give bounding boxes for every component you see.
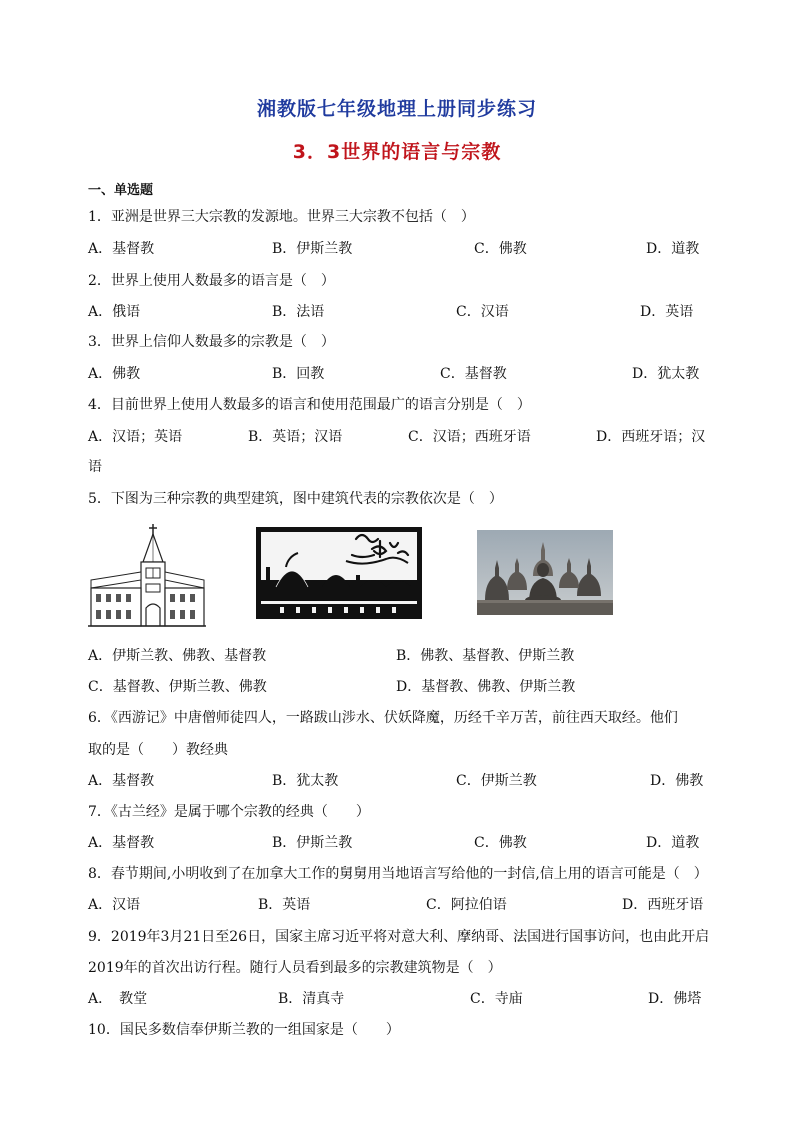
q3-option-c: C．基督教 — [440, 366, 507, 382]
q9-option-a: A． 教堂 — [88, 991, 148, 1007]
q8-option-a: A．汉语 — [88, 897, 141, 913]
q5-option-c: C．基督教、伊斯兰教、佛教 — [88, 679, 267, 695]
q6-option-c: C．伊斯兰教 — [456, 773, 537, 789]
page-title: 湘教版七年级地理上册同步练习 — [256, 98, 537, 120]
q7-option-d: D．道教 — [646, 835, 700, 851]
q9-option-d: D．佛塔 — [648, 991, 702, 1007]
q6-option-d: D．佛教 — [650, 773, 704, 789]
q5-option-d: D．基督教、佛教、伊斯兰教 — [396, 679, 576, 695]
page-subtitle: 3．3世界的语言与宗教 — [292, 141, 502, 163]
question-4: 4．目前世界上使用人数最多的语言和使用范围最广的语言分别是（ ） — [88, 397, 531, 413]
q4-option-d: D．西班牙语；汉 — [596, 429, 706, 445]
q9-option-b: B．清真寺 — [278, 991, 345, 1007]
question-9-line2: 2019年的首次出访行程。随行人员看到最多的宗教建筑物是（ ） — [88, 960, 502, 976]
q9-option-c: C．寺庙 — [470, 991, 523, 1007]
q8-option-c: C．阿拉伯语 — [426, 897, 507, 913]
question-9: 9．2019年3月21日至26日，国家主席习近平将对意大利、摩纳哥、法国进行国事访问，也由此开启 — [88, 929, 710, 945]
q3-option-d: D．犹太教 — [632, 366, 700, 382]
q2-option-a: A．俄语 — [88, 304, 141, 320]
question-7: 7．《古兰经》是属于哪个宗教的经典（ ） — [88, 804, 370, 820]
q2-option-b: B．法语 — [272, 304, 325, 320]
q3-option-b: B．回教 — [272, 366, 325, 382]
q2-option-d: D．英语 — [640, 304, 694, 320]
q1-option-b: B．伊斯兰教 — [272, 241, 353, 257]
stupa-image — [477, 530, 613, 615]
section-heading: 一、单选题 — [88, 183, 154, 198]
q1-option-a: A．基督教 — [88, 241, 155, 257]
church-image — [88, 522, 206, 628]
q2-option-c: C．汉语 — [456, 304, 509, 320]
question-2: 2．世界上使用人数最多的语言是（ ） — [88, 273, 335, 289]
question-3: 3．世界上信仰人数最多的宗教是（ ） — [88, 334, 335, 350]
q4-option-b: B．英语；汉语 — [248, 429, 343, 445]
q3-option-a: A．佛教 — [88, 366, 141, 382]
question-10: 10．国民多数信奉伊斯兰教的一组国家是（ ） — [88, 1022, 400, 1038]
q1-option-d: D．道教 — [646, 241, 700, 257]
q6-option-a: A．基督教 — [88, 773, 155, 789]
q5-option-b: B．佛教、基督教、伊斯兰教 — [396, 648, 575, 664]
q4-option-c: C．汉语；西班牙语 — [408, 429, 531, 445]
question-1: 1．亚洲是世界三大宗教的发源地。世界三大宗教不包括（ ） — [88, 209, 475, 225]
question-8: 8．春节期间,小明收到了在加拿大工作的舅舅用当地语言写给他的一封信,信上用的语言可能是（ ） — [88, 866, 708, 882]
q5-option-a: A．伊斯兰教、佛教、基督教 — [88, 648, 267, 664]
q6-option-b: B．犹太教 — [272, 773, 339, 789]
q7-option-a: A．基督教 — [88, 835, 155, 851]
question-5: 5．下图为三种宗教的典型建筑，图中建筑代表的宗教依次是（ ） — [88, 491, 503, 507]
mosque-image — [256, 527, 422, 619]
question-6: 6．《西游记》中唐僧师徒四人，一路跋山涉水、伏妖降魔，历经千辛万苦，前往西天取经。他们 — [88, 710, 678, 726]
q8-option-d: D．西班牙语 — [622, 897, 704, 913]
question-6-line2: 取的是（ ）教经典 — [88, 742, 228, 758]
q1-option-c: C．佛教 — [474, 241, 527, 257]
q7-option-b: B．伊斯兰教 — [272, 835, 353, 851]
q7-option-c: C．佛教 — [474, 835, 527, 851]
q4-option-d-wrap: 语 — [88, 459, 102, 475]
q8-option-b: B．英语 — [258, 897, 311, 913]
q4-option-a: A．汉语；英语 — [88, 429, 183, 445]
